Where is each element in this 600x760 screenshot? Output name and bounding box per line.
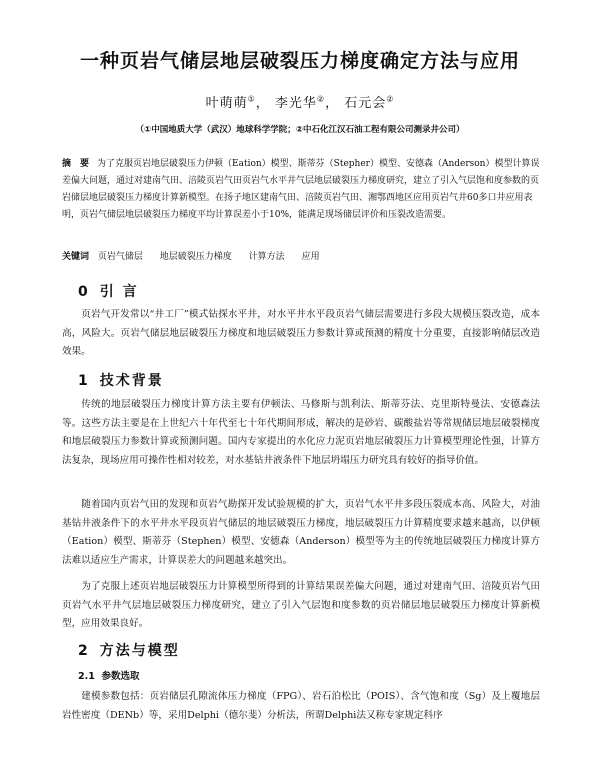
- keyword: 地层破裂压力梯度: [159, 252, 232, 262]
- section-number: 1: [78, 373, 90, 389]
- section-heading-method: [78, 640, 180, 660]
- abstract-label: 摘 要: [62, 159, 90, 169]
- author-name: 李光华: [274, 96, 317, 111]
- author-mark: ②: [316, 94, 326, 104]
- keyword: 应用: [301, 252, 320, 262]
- paragraph: 传统的地层破裂压力梯度计算方法主要有伊顿法、马修斯与凯利法、斯蒂芬法、克里斯特曼法、安德森法等。这些方法主要是在上世纪六十年代至七十年代期间形成，解决的是砂岩、碳酸盐岩等常规储层地层破裂梯度和地层破裂压力参数计算或预测问题。国内专家提出的水化应力泥页岩地层破裂压力计算模型理论性强，计算方法复杂，现场应用可操作性相对较差，对水基钻井液条件下地层坍塌压力研究具有较好的指导价值。: [62, 399, 540, 466]
- paper-title: 一种页岩气储层地层破裂压力梯度确定方法与应用: [79, 50, 520, 72]
- author-name: 叶萌萌: [205, 96, 248, 111]
- keywords-label: 关键词: [62, 252, 90, 262]
- subsection-number: 2.1: [78, 671, 95, 682]
- section-heading-background: [78, 370, 164, 390]
- abstract-text: 为了克服页岩地层破裂压力伊顿（Eation）模型、斯蒂芬（Stepher）模型、安德森（Anderson）模型计算误差偏大问题，通过对建南气田、涪陵页岩气田页岩气水平井气层地层破裂压力梯度研究，建立了引入气层饱和度参数的页岩储层地层破裂压力梯度计算新模型。在扬子地区建南气田、涪陵页岩气田、湘鄂西地区应用页岩气井60多口井应用表明，页岩气储层地层破裂压力梯度平均计算误差小于10%，能满足现场储层评价和压裂改造需要。: [62, 159, 540, 220]
- affiliation: （①中国地质大学（武汉）地球科学学院；②中石化江汉石油工程有限公司测录井公司）: [135, 125, 465, 135]
- keyword: 计算方法: [248, 252, 285, 262]
- paragraph: 随着国内页岩气田的发现和页岩气勘探开发试验规模的扩大，页岩气水平井多段压裂成本高、风险大，对油基钻井液条件下的水平井水平段页岩气储层的地层破裂压力梯度，地层破裂压力计算精度要求越来越高，以伊顿（Eation）模型、斯蒂芬（Stephen）模型、安德森（Anderson）模型等为主的传统地层破裂压力梯度计算方法难以适应生产需求，计算误差大的问题越来越突出。: [62, 499, 540, 566]
- section-heading-intro: [78, 281, 139, 301]
- section-title: 技术背景: [99, 373, 164, 389]
- keywords: [62, 250, 540, 264]
- paragraph: 页岩气开发常以“井工厂”模式钻探水平井，对水平井水平段页岩气储层需要进行多段大规模压裂改造，成本高，风险大。页岩气储层地层破裂压力梯度和地层破裂压力参数计算或预测的精度十分重要，直接影响储层改造效果。: [62, 309, 540, 357]
- paragraph: 为了克服上述页岩地层破裂压力计算模型所得到的计算结果误差偏大问题，通过对建南气田、涪陵页岩气田页岩气水平井气层地层破裂压力梯度研究，建立了引入气层饱和度参数的页岩储层地层破裂压力梯度计算新模型，应用效果良好。: [62, 581, 540, 629]
- section-title: 引 言: [99, 284, 139, 300]
- paragraph: 建模参数包括：页岩储层孔隙流体压力梯度（FPG）、岩石泊松比（POIS）、含气饱和度（Sg）及上覆地层岩性密度（DENb）等，采用Delphi（德尔斐）分析法，所谓Delphi法又称专家规定科序: [62, 691, 540, 721]
- author-list: 叶萌萌①， 李光华②， 石元会②: [205, 94, 395, 111]
- author-mark: ②: [386, 94, 395, 104]
- author-name: 石元会: [344, 96, 387, 111]
- abstract: [62, 156, 540, 224]
- section-number: 0: [78, 284, 90, 300]
- subsection-title: 参数选取: [101, 671, 140, 682]
- keyword: 页岩气储层: [97, 252, 143, 262]
- author-mark: ①: [247, 94, 256, 104]
- section-number: 2: [78, 643, 90, 659]
- subsection-heading: [78, 668, 139, 682]
- section-title: 方法与模型: [99, 643, 180, 659]
